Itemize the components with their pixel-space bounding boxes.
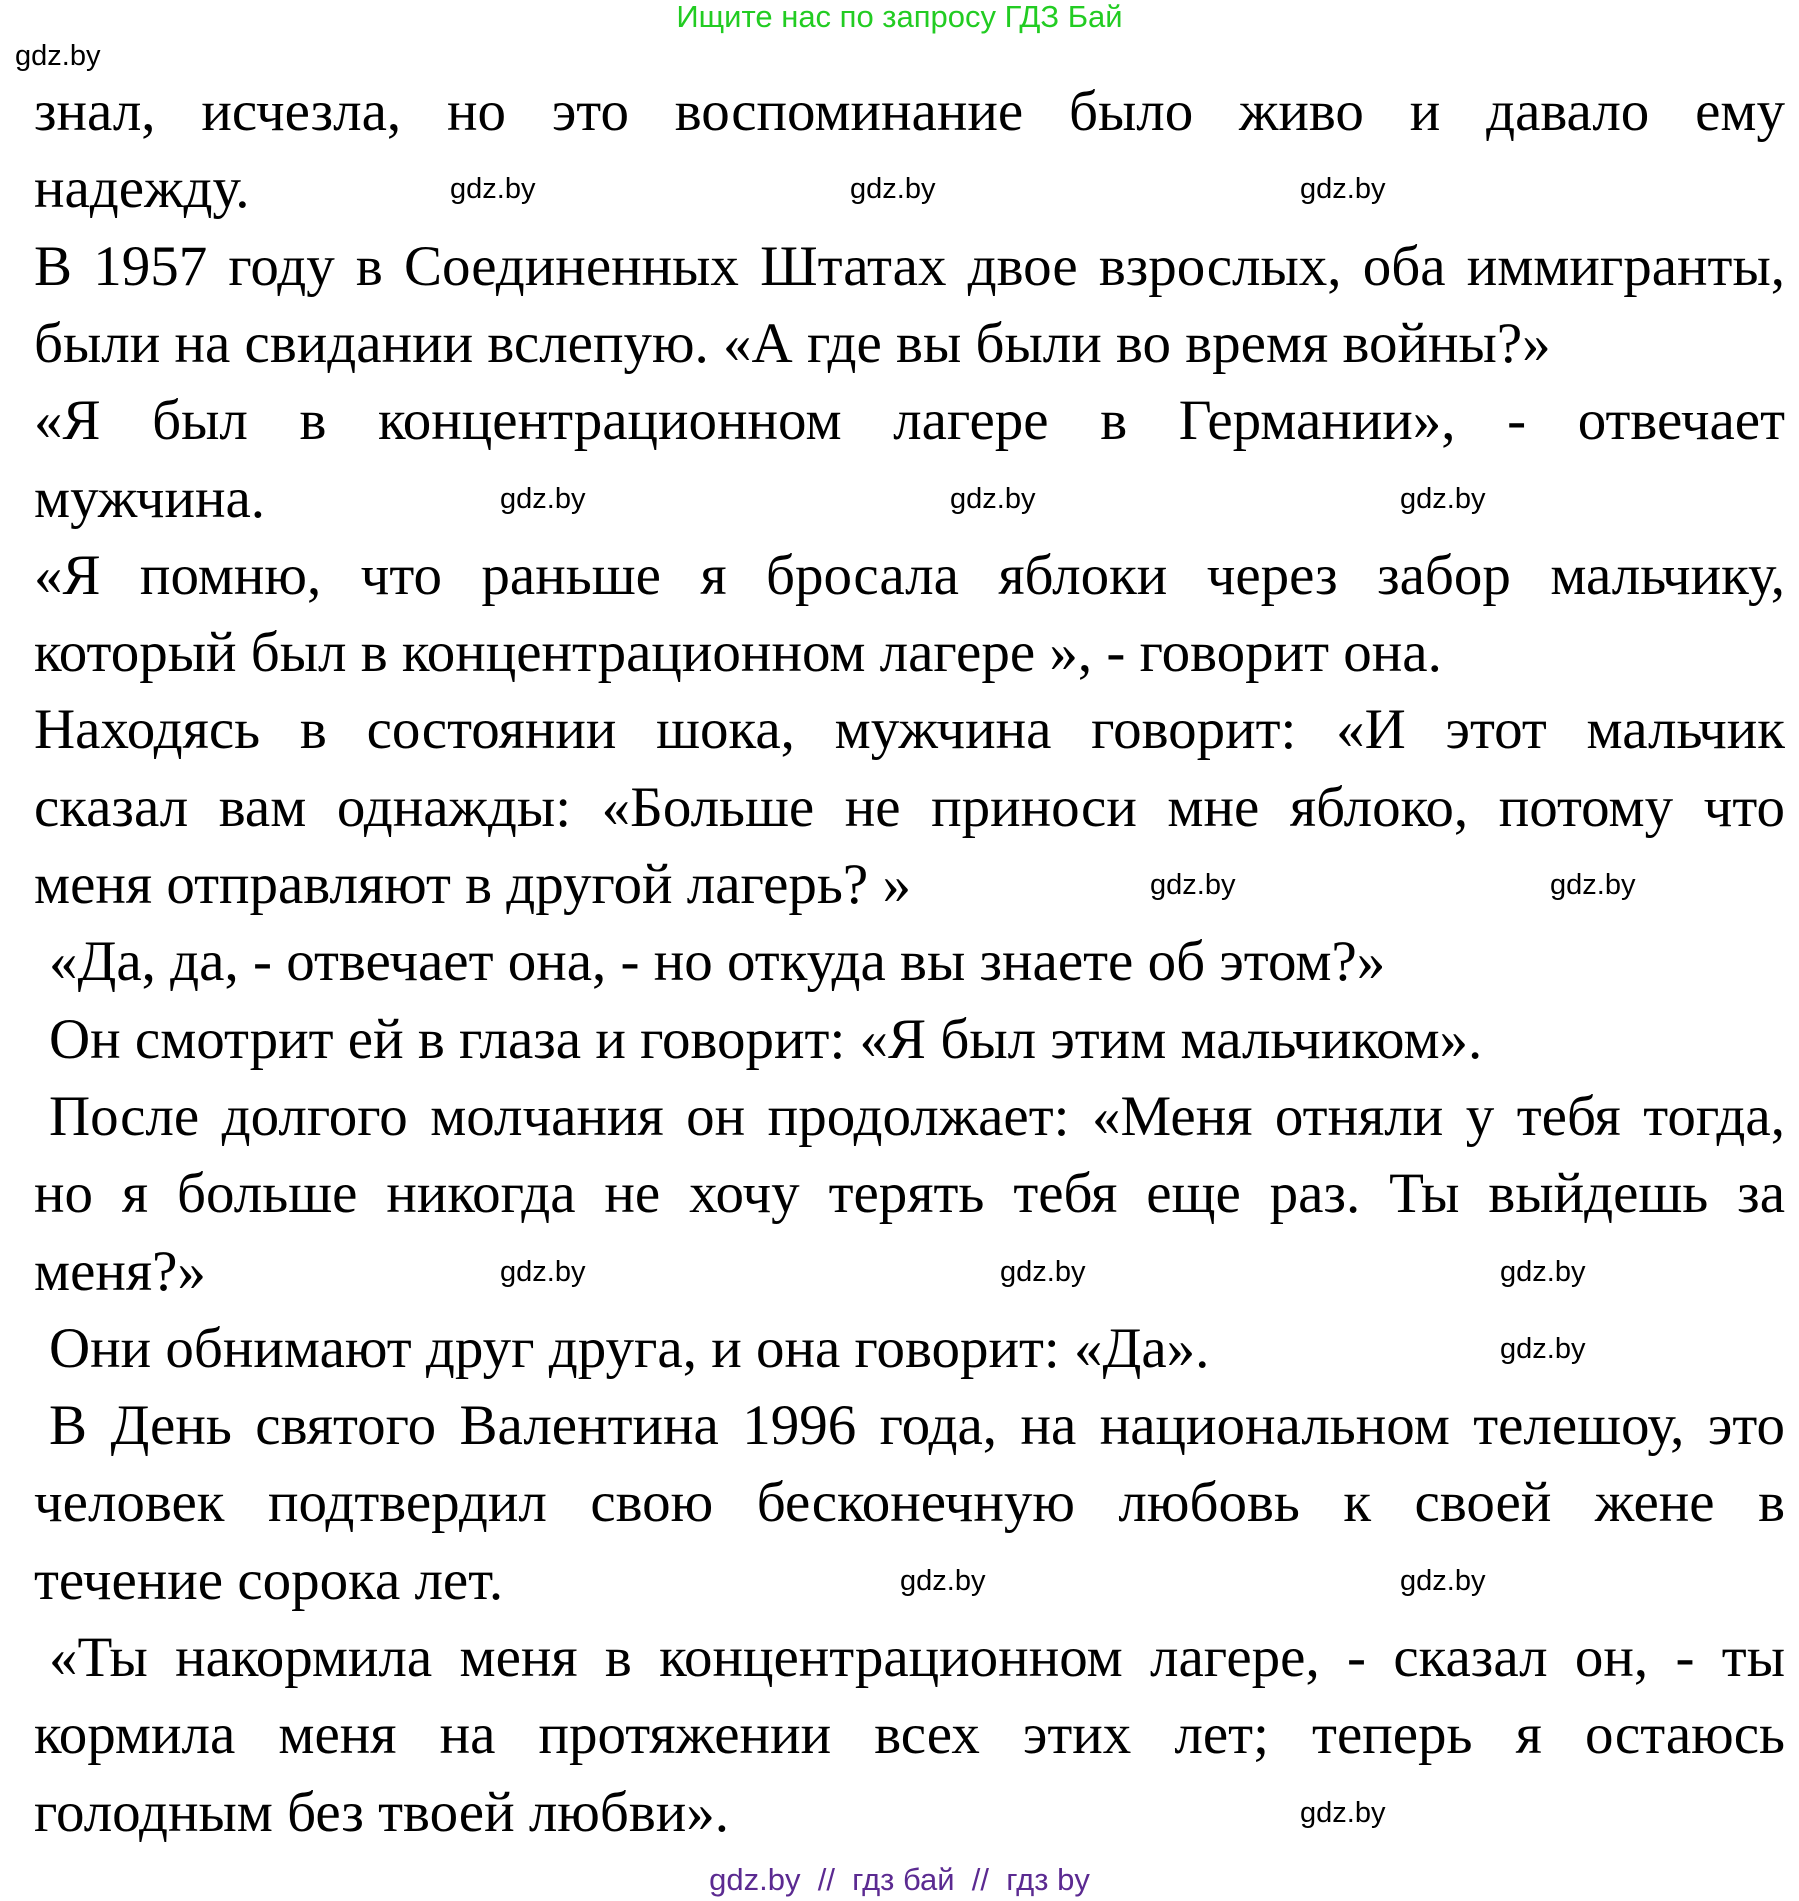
- text-line: Он смотрит ей в глаза и говорит: «Я был этим мальчиком».: [49, 1007, 1483, 1071]
- text-line: В 1957 году в Соединенных Штатах двое взрослых, оба иммигранты,: [34, 234, 1785, 298]
- text-line: были на свидании вслепую. «А где вы были во время войны?»: [34, 311, 1551, 375]
- watermark-text: gdz.by: [1400, 482, 1486, 515]
- watermark-text: gdz.by: [1000, 1255, 1086, 1288]
- text-line: надежду.: [34, 157, 250, 221]
- text-line: После долгого молчания он продолжает: «Меня отняли у тебя тогда,: [49, 1084, 1785, 1148]
- text-line: голодным без твоей любви».: [34, 1780, 730, 1844]
- text-line: «Да, да, - отвечает она, - но откуда вы знаете об этом?»: [49, 930, 1386, 994]
- watermark-text: gdz.by: [500, 1255, 586, 1288]
- watermark-text: gdz.by: [500, 482, 586, 515]
- text-line: «Я был в концентрационном лагере в Германии», - отвечает: [34, 389, 1785, 453]
- watermark-text: gdz.by: [1300, 1796, 1386, 1829]
- watermark-text: gdz.by: [950, 482, 1036, 515]
- text-line: «Я помню, что раньше я бросала яблоки через забор мальчику,: [34, 543, 1785, 607]
- text-line: сказал вам однажды: «Больше не приноси мне яблоко, потому что: [34, 775, 1785, 839]
- watermark-text: gdz.by: [15, 40, 101, 72]
- text-line: течение сорока лет.: [34, 1548, 504, 1612]
- text-line: кормила меня на протяжении всех этих лет; теперь я остаюсь: [34, 1703, 1785, 1767]
- text-line: меня?»: [34, 1239, 206, 1303]
- watermark-text: gdz.by: [1150, 869, 1236, 901]
- text-line: «Ты накормила меня в концентрационном лагере, - сказал он, - ты: [49, 1626, 1785, 1689]
- watermark-text: gdz.by: [1300, 173, 1386, 206]
- text-line: мужчина.: [34, 466, 266, 530]
- watermark-text: gdz.by: [900, 1564, 986, 1597]
- text-line: Они обнимают друг друга, и она говорит: «Да».: [49, 1316, 1210, 1380]
- footer-banner: gdz.by // гдз бай // гдз by: [709, 1862, 1090, 1897]
- watermark-text: gdz.by: [450, 173, 536, 206]
- text-line: который был в концентрационном лагере », - говорит она.: [34, 621, 1442, 685]
- text-line: но я больше никогда не хочу терять тебя еще раз. Ты выйдешь за: [34, 1162, 1785, 1226]
- text-line: человек подтвердил свою бесконечную любовь к своей жене в: [34, 1471, 1785, 1535]
- text-line: Находясь в состоянии шока, мужчина говорит: «И этот мальчик: [34, 698, 1785, 762]
- watermark-text: gdz.by: [1400, 1564, 1486, 1597]
- watermark-text: gdz.by: [850, 173, 936, 206]
- text-line: меня отправляют в другой лагерь? »: [34, 853, 911, 916]
- watermark-text: gdz.by: [1500, 1332, 1586, 1365]
- watermark-text: gdz.by: [1500, 1255, 1586, 1288]
- header-banner: Ищите нас по запросу ГДЗ Бай: [676, 0, 1123, 34]
- watermark-text: gdz.by: [1550, 869, 1636, 901]
- text-line: знал, исчезла, но это воспоминание было живо и давало ему: [34, 80, 1785, 143]
- text-line: В День святого Валентина 1996 года, на национальном телешоу, это: [49, 1394, 1785, 1458]
